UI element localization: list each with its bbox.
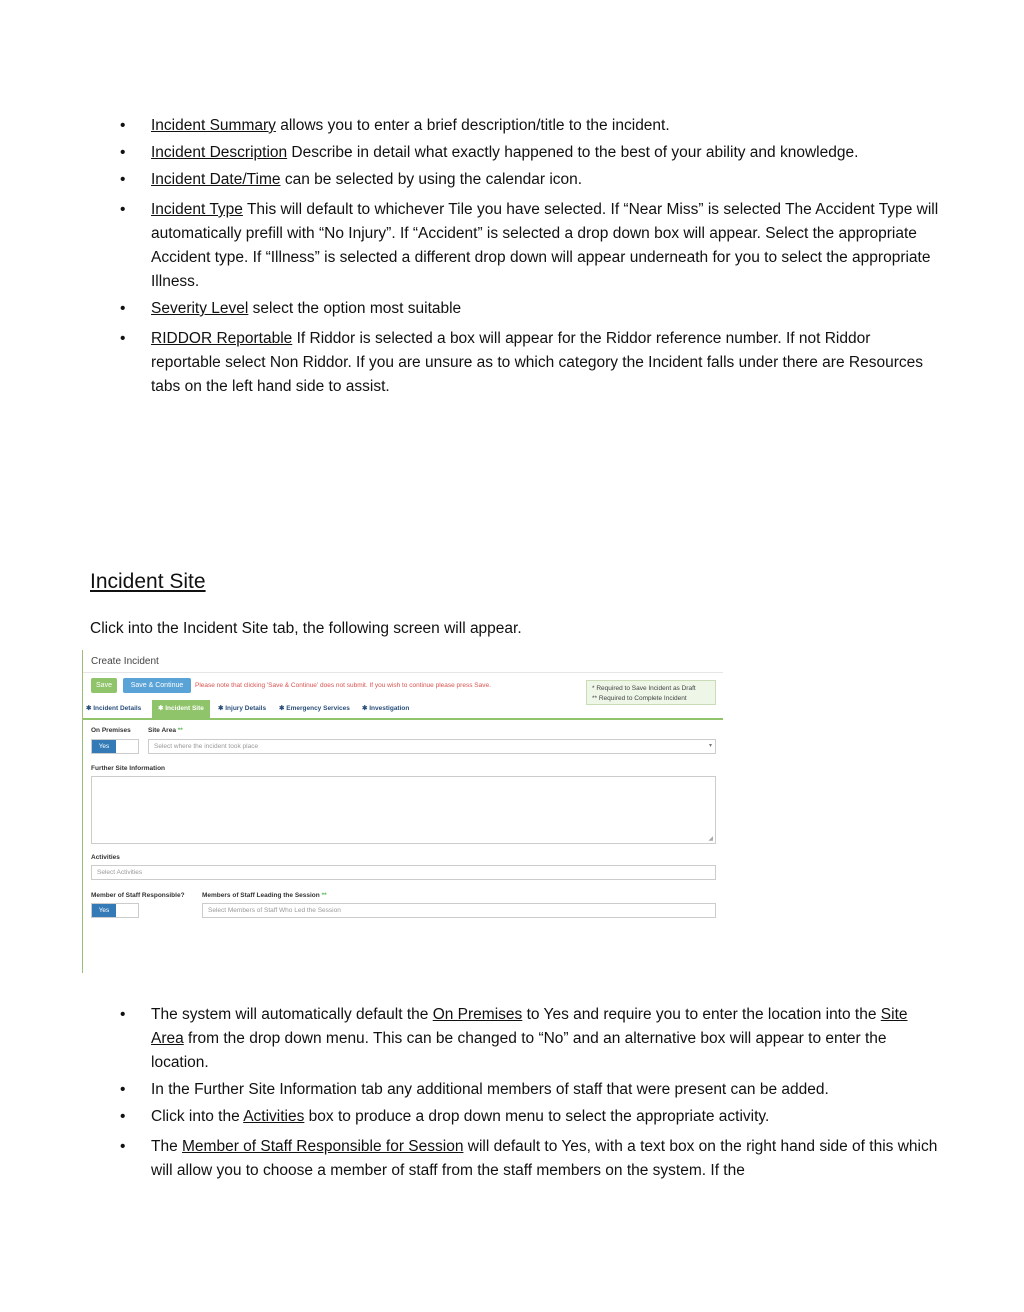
term: Member of Staff Responsible for Session <box>182 1138 464 1155</box>
resize-handle-icon[interactable]: ◢ <box>708 836 713 842</box>
required-marker: ** <box>321 892 327 899</box>
term: Incident Summary <box>151 117 276 134</box>
activities-label: Activities <box>91 854 120 861</box>
bullet-staff-responsible <box>120 1135 940 1183</box>
desc: allows you to enter a brief description/title to the incident. <box>275 117 670 134</box>
site-area-placeholder: Select where the incident took place <box>154 743 259 750</box>
intro-text: Click into the Incident Site tab, the following screen will appear. <box>90 620 522 637</box>
desc: This will default to whichever Tile you have selected. If “Near Miss” is selected The Accident Type will automatically prefill with “No Injury”. If “Accident” is selected a drop down box will appear. Select the appropriate Accident type. If “Illness” is selected a different drop down will appear underneath for you to select the appropriate Illness. <box>151 201 939 290</box>
tab-incident-details[interactable]: ✱ Incident Details <box>86 705 142 712</box>
text: will default to Yes, with a text box on the right hand side of this which will allow you to choose a member of staff from the staff members on the system. If the <box>151 1138 938 1179</box>
staff-leading-label-text: Members of Staff Leading the Session <box>202 892 320 899</box>
activities-input[interactable]: Select Activities <box>91 865 716 880</box>
required-marker: ** <box>177 727 183 734</box>
divider <box>83 672 723 673</box>
on-premises-label: On Premises <box>91 727 131 734</box>
tab-underline <box>83 718 723 720</box>
bullet-riddor-reportable <box>120 327 940 399</box>
bullet-activities <box>120 1105 940 1129</box>
text: from the drop down menu. This can be changed to “No” and an alternative box will appear to enter the location. <box>151 1030 887 1071</box>
staff-leading-input[interactable]: Select Members of Staff Who Led the Session <box>202 903 716 918</box>
bullet-incident-description <box>120 141 940 165</box>
text: to Yes and require you to enter the location into the <box>522 1006 881 1023</box>
toggle-yes: Yes <box>92 740 116 753</box>
text: In the Further Site Information tab any additional members of staff that were present can be added. <box>151 1081 829 1098</box>
bullet-severity-level <box>120 297 940 321</box>
bullet-incident-date-time <box>120 168 940 192</box>
further-info-label: Further Site Information <box>91 765 166 772</box>
bottom-bullet-list <box>120 1003 940 1186</box>
tab-investigation[interactable]: ✱ Investigation <box>362 705 410 712</box>
term: Site Area <box>151 1006 908 1047</box>
desc: select the option most suitable <box>248 300 462 317</box>
warning-text: Please note that clicking 'Save & Continue' does not submit. If you wish to continue please press Save. <box>195 682 491 689</box>
term: RIDDOR Reportable <box>151 330 293 347</box>
text: The <box>151 1138 183 1155</box>
save-continue-button[interactable]: Save & Continue <box>123 678 191 693</box>
tab-emergency-services[interactable]: ✱ Emergency Services <box>279 705 350 712</box>
toggle-yes: Yes <box>92 904 116 917</box>
desc: can be selected by using the calendar icon. <box>280 171 583 188</box>
term: On Premises <box>432 1006 523 1023</box>
desc: Describe in detail what exactly happened to the best of your ability and knowledge. <box>287 144 859 161</box>
term: Incident Type <box>151 201 243 218</box>
desc: If Riddor is selected a box will appear for the Riddor reference number. If not Riddor reportable select Non Riddor. If you are unsure as to which category the Incident falls under there are Resources tabs on the left hand side to assist. <box>151 330 923 395</box>
staff-responsible-toggle[interactable] <box>91 903 139 918</box>
bullet-incident-summary <box>120 114 940 138</box>
site-area-select[interactable] <box>148 739 716 754</box>
further-info-textarea[interactable] <box>91 776 716 844</box>
screen-title: Create Incident <box>91 656 159 667</box>
legend-complete: ** Required to Complete Incident <box>592 695 687 702</box>
text: Click into the <box>151 1108 244 1125</box>
bullet-incident-type <box>120 198 940 294</box>
term: Incident Date/Time <box>151 171 281 188</box>
text: The system will automatically default the <box>151 1006 433 1023</box>
bullet-on-premises <box>120 1003 940 1075</box>
text: box to produce a drop down menu to select the appropriate activity. <box>304 1108 770 1125</box>
save-button[interactable]: Save <box>91 678 117 693</box>
bullet-further-site-info <box>120 1078 940 1102</box>
chevron-down-icon: ▾ <box>708 743 712 749</box>
term: Severity Level <box>151 300 249 317</box>
on-premises-toggle[interactable] <box>91 739 139 754</box>
tab-injury-details[interactable]: ✱ Injury Details <box>218 705 267 712</box>
staff-responsible-label: Member of Staff Responsible? <box>91 892 185 899</box>
section-heading: Incident Site <box>90 570 206 593</box>
tab-bar <box>83 700 723 718</box>
tab-incident-site[interactable]: ✱ Incident Site <box>152 700 210 718</box>
staff-leading-label <box>202 892 327 899</box>
site-area-label <box>148 727 183 734</box>
create-incident-screenshot <box>82 650 725 973</box>
term: Activities <box>243 1108 305 1125</box>
legend-draft: * Required to Save Incident as Draft <box>592 685 696 692</box>
top-bullet-list <box>120 114 940 402</box>
site-area-label-text: Site Area <box>148 727 176 734</box>
term: Incident Description <box>151 144 288 161</box>
